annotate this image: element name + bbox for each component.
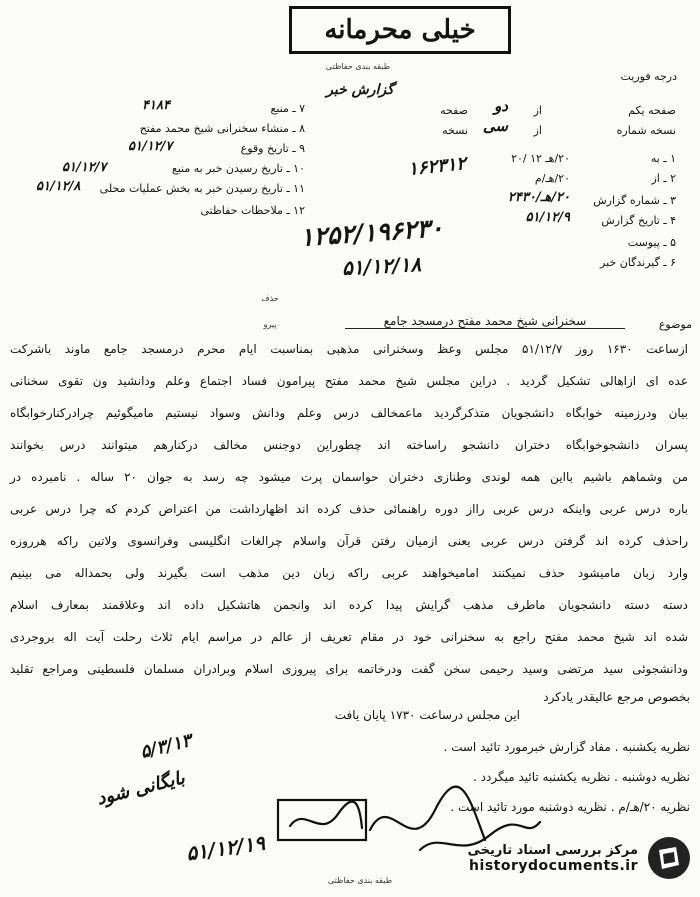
handwritten-archive-number: ۱۲۵۲/۱۹۶۲۳۰ (299, 213, 445, 252)
field-operations-received-date: ۱۱ ـ تاریخ رسیدن خبر به بخش عملیات محلی (99, 182, 305, 195)
watermark-url: historydocuments.ir (469, 857, 638, 874)
field-to: ۱ ـ به (650, 152, 676, 165)
field-copy-number: نسخه شماره (616, 124, 676, 137)
field-occurrence-date-value: ۵۱/۱۲/۷ (128, 139, 173, 154)
field-copy-of: از (533, 124, 542, 137)
opinion-sunday: نظریه یکشنبه . مفاد گزارش خبرمورد تائید است . (443, 740, 690, 754)
body-line: وارد زبان مامیشود حذف نمیکنند امامیخواهند عربی راکه زبان دین مذهب است بگیرند ولی بحمداله می بینیم (10, 566, 688, 580)
watermark (422, 827, 692, 889)
field-source-received-date-value: ۵۱/۱۲/۷ (62, 160, 107, 175)
field-security-notes: ۱۲ ـ ملاحظات حفاظتی (200, 204, 305, 217)
field-report-number: ۳ ـ شماره گزارش (593, 194, 676, 207)
field-recipients: ۶ ـ گیرندگان خبر (600, 256, 676, 269)
field-copy-unit: نسخه (442, 124, 468, 137)
body-line: عده ای ازاهالی تشکیل گردید . دراین مجلس شیخ محمد مفتح پیرامون فساد اجتماع وعلم ودانشید ون تقوی سخنانی (10, 374, 688, 388)
field-page-of: از (533, 104, 542, 117)
field-report-date: ۴ ـ تاریخ گزارش (601, 214, 676, 227)
field-page-value: دو (494, 97, 508, 115)
body-line: بیان ودرزمینه خوابگاه دانشجویان متذکرگردید ماعمخالف درس وعلم ودانش وسواد نیستیم مامیگوئیم چرادرکنارخوابگاه (10, 406, 688, 420)
field-to-value: ۲۰/هـ ۱۲ /۲۰ (511, 152, 570, 165)
body-line: شده اند شیخ محمد مفتح راجع به سخنرانی خود در مقام تعریف از عالم در مراسم ایام ثلاث رحلت آیت اله بروجردی (10, 630, 688, 644)
body-line: پسران دانشجوخوابگاه دختران دانشجو راساخته اند چطوراین دوجنس مخالف درکنارهم میتوانند درس بخوانند (10, 438, 688, 452)
subject-label: موضوع (658, 318, 692, 331)
handwritten-note-date: ۵۱/۱۲/۱۹ (184, 830, 267, 866)
subject-side-follow: پیرو (263, 320, 277, 329)
body-line: دسته دسته دانشجویان ماطرف مذهب گرایش پیدا کرده اند وانجمن هاتشکیل داده اند وعلاقمند بمعارف اسلام (10, 598, 688, 612)
body-line: من وشماهم باشیم بااین همه لوندی وطنازی دختران حواسمان پرت میشود چه رسد به جوان ۲۰ ساله . نامبرده در (10, 470, 688, 484)
body-line: ودانشجوئی سید مرتضی وسید رحیمی سخن گفت ودرخاتمه برای پیروزی اسلام وبرادران مسلمان فلسطینی ومراجع تقلید (10, 662, 688, 676)
body-closing-line: این مجلس درساعت ۱۷۳۰ پایان یافت (334, 708, 520, 722)
body-line: ازساعت ۱۶۳۰ روز ۵۱/۱۲/۷ مجلس وعظ وسخنرانی مذهبی بمناسبت ایام محرم درمسجد جامع ماوند باشرکت (10, 342, 688, 356)
field-report-date-value: ۵۱/۱۲/۹ (525, 210, 570, 225)
classification-label-bottom: طبقه بندی حفاظتی (327, 876, 393, 885)
opinion-station: نظریه ۲۰/هـ/م . نظریه دوشنبه مورد تائید است . (450, 800, 690, 814)
subject-side-delete: حذف (261, 294, 279, 303)
handwritten-registration: ۱۶۲۳۱۲ (407, 153, 467, 180)
field-report-number-value: ۲۰/هـ/۲۴۳۰ (507, 190, 570, 205)
handwritten-note-text: بایگانی شود (94, 767, 187, 810)
signature-icon (290, 802, 362, 828)
body-line: بخصوص مرجع عالیقدر یادکرد (543, 690, 690, 704)
subject-text: سخنرانی شیخ محمد مفتح درمسجد جامع (345, 314, 625, 329)
body-line: راحذف کرده اند گرفتن درس عربی یعنی ازمیان رفتن قرآن واسلام چرالغات انگلیسی وفرانسوی ولاتین راکه هرروزه (10, 534, 688, 548)
field-attachment: ۵ ـ پیوست (627, 236, 676, 249)
field-from: ۲ ـ از (651, 172, 676, 185)
handwritten-archive-date: ۵۱/۱۲/۱۸ (341, 251, 422, 281)
field-source-value: ۴۱۸۴ (142, 98, 170, 113)
field-page-unit: صفحه (440, 104, 468, 117)
field-source-received-date: ۱۰ ـ تاریخ رسیدن خبر به منبع (171, 162, 305, 175)
field-source: ۷ ـ منبع (270, 102, 305, 115)
watermark-logo-icon (646, 835, 692, 881)
seal-box-icon (278, 800, 366, 840)
report-title: گزارش خبر (326, 82, 394, 98)
field-origin: ۸ ـ منشاء سخنرانی شیخ محمد مفتح (139, 122, 305, 135)
field-from-value: ۲۰/هـ/م (534, 172, 570, 185)
opinion-monday: نظریه دوشنبه . نظریه یکشنبه تائید میگردد . (473, 770, 690, 784)
handwritten-note-top: ۵/۳/۱۳ (138, 730, 194, 763)
classification-stamp: خیلی محرمانه (289, 6, 511, 54)
field-copy-value: سی (482, 117, 508, 135)
watermark-title: مرکز بررسی اسناد تاریخی (467, 842, 638, 858)
field-page: صفحه یکم (628, 104, 676, 117)
body-line: باره درس عربی واینکه درس عربی رااز دوره راهنمائی حذف کرده اند اظهارداشت من اعتراض کردم که چرا درس عربی (10, 502, 688, 516)
field-occurrence-date: ۹ ـ تاریخ وقوع (240, 142, 305, 155)
priority-label: درجه فوریت (620, 70, 677, 83)
field-operations-received-date-value: ۵۱/۱۲/۸ (36, 179, 81, 194)
classification-label-top: طبقه بندی حفاظتی (325, 62, 391, 71)
